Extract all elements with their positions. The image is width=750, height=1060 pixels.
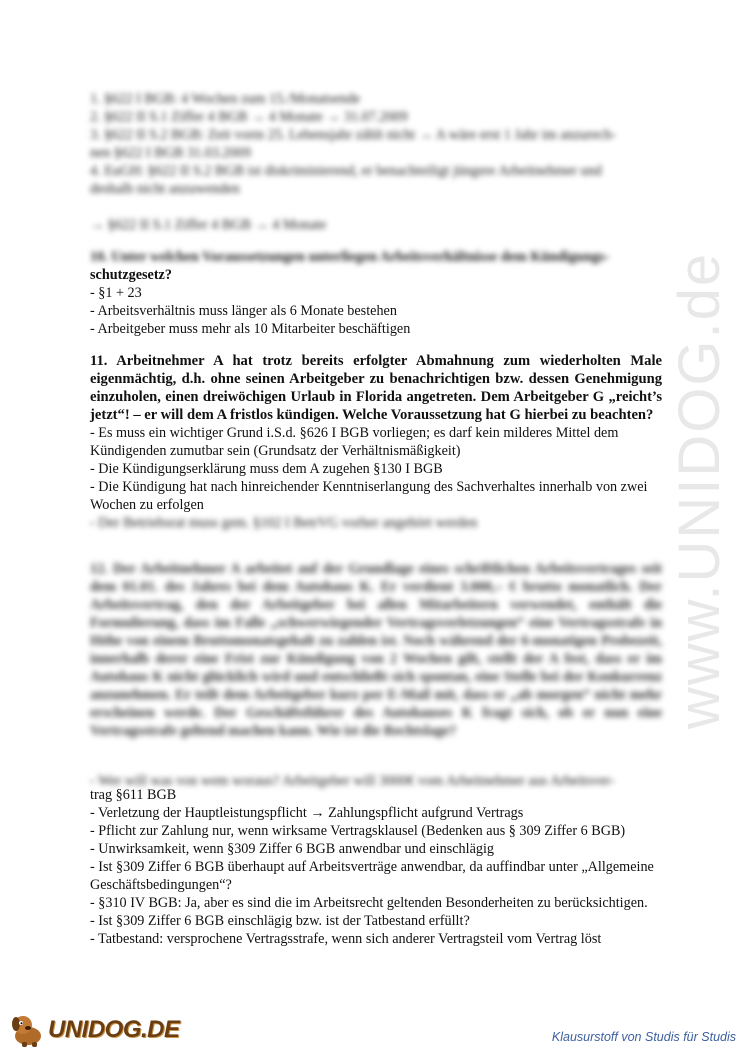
answer-line: - Es muss ein wichtiger Grund i.S.d. §626 I BGB vorliegen; es darf kein milderes Mittel dem Kündigenden zumutbar sein (Grundsatz der Verhältnismäßigkeit) [90, 425, 619, 459]
logo-text: UNIDOG.DE [48, 1016, 180, 1043]
answer-line: - Verletzung der Hauptleistungspflicht → Zahlungspflicht aufgrund Vertrags [90, 805, 524, 821]
answer-line: - Ist §309 Ziffer 6 BGB überhaupt auf Arbeitsverträge anwendbar, da auffindbar unter „Allgemeine Geschäftsbedingungen“? [90, 859, 654, 893]
text-line: 1. §622 I BGB: 4 Wochen zum 15./Monatsende [90, 91, 361, 107]
answer-line: - Arbeitgeber muss mehr als 10 Mitarbeiter beschäftigen [90, 321, 411, 337]
question-12-answers [90, 772, 662, 948]
question-11-text: 11. Arbeitnehmer A hat trotz bereits erfolgter Abmahnung zum wiederholten Male eigenmächtig, d.h. ohne seinen Arbeitgeber zu benachrichtigen bzw. dessen Genehmigung einzuholen, einen dreiwöchigen Urlaub in Florida angetreten. Dem Arbeitgeber G „reicht’s jetzt“! – er will dem A fristlos kündigen. Welche Voraussetzung hat G hierbei zu beachten? [90, 353, 662, 423]
answer-line: - Tatbestand: versprochene Vertragsstrafe, wenn sich anderer Vertragsteil vom Vertrag löst [90, 931, 602, 947]
answer-line: - Ist §309 Ziffer 6 BGB einschlägig bzw. ist der Tatbestand erfüllt? [90, 913, 470, 929]
answer-line: - Pflicht zur Zahlung nur, wenn wirksame Vertragsklausel (Bedenken aus § 309 Ziffer 6 BGB) [90, 823, 626, 839]
question-11 [90, 352, 662, 532]
answer-line: - Arbeitsverhältnis muss länger als 6 Monate bestehen [90, 303, 397, 319]
text-line: 3. §622 II S.2 BGB: Zeit vorm 25. Lebensjahr zählt nicht → A wäre erst 1 Jahr im anzurech- [90, 127, 616, 143]
watermark-text: www.UNIDOG.de [667, 251, 733, 729]
text-line: deshalb nicht anzuwenden [90, 181, 240, 197]
result-line: → §622 II S.1 Ziffer 4 BGB → 4 Monate [90, 217, 327, 233]
answer-line: trag §611 BGB [90, 787, 177, 803]
answer-line: - Die Kündigung hat nach hinreichender Kenntniserlangung des Sachverhaltes innerhalb von zwei Wochen zu erfolgen [90, 479, 648, 513]
answer-line: - Unwirksamkeit, wenn §309 Ziffer 6 BGB anwendbar und einschlägig [90, 841, 494, 857]
answer-line: - Die Kündigungserklärung muss dem A zugehen §130 I BGB [90, 461, 443, 477]
unidog-logo[interactable] [8, 1010, 180, 1050]
question-10-text: 10. Unter welchen Voraussetzungen unterliegen Arbeitsverhältnisse dem Kündigungs- [90, 249, 610, 265]
answer-line: - §1 + 23 [90, 285, 142, 301]
text-line: 4. EuGH: §622 II S.2 BGB ist diskriminierend, er benachteiligt jüngere Arbeitnehmer und [90, 163, 602, 179]
dog-mascot-icon [8, 1012, 48, 1048]
answer-line-blurred: - Der Betriebsrat muss gem. §102 I BetrVG vorher angehört werden [90, 515, 478, 531]
question-10-text-end: schutzgesetz? [90, 267, 172, 283]
answer-line: - §310 IV BGB: Ja, aber es sind die im Arbeitsrecht geltenden Besonderheiten zu berücksichtigen. [90, 895, 648, 911]
footer-tagline: Klausurstoff von Studis für Studis [551, 1030, 736, 1044]
text-line: nen §622 I BGB 31.03.2009 [90, 145, 251, 161]
question-10 [90, 248, 662, 338]
question-12-text: 12. Der Arbeitnehmer A arbeitet auf der Grundlage eines schriftlichen Arbeitsvertrages seit dem 01.01. des Jahres bei dem Autohaus K. Er verdient 3.000,– € brutto monatlich. Der Arbeitsvertrag, den der Arbeitgeber bei allen Mitarbeitern verwendet, enthält die Formulierung, dass im Falle „schwerwiegender Vertragsverletzungen“ eine Vertragsstrafe in Höhe von einem Bruttomonatsgehalt zu zahlen ist. Noch während der 6-monatigen Probezeit, innerhalb derer eine Frist zur Kündigung von 2 Wochen gilt, stellt der A fest, dass er im Autohaus K nicht glücklich wird und entschließt sich spontan, eine Stelle bei der Konkurrenz anzunehmen. Er teilt dem Arbeitgeber kurz per E-Mail mit, dass er „ab morgen“ nicht mehr erscheinen werde. Der Geschäftsführer des Autohauses K fragt sich, ob er nun eine Vertragsstrafe geltend machen kann. Wie ist die Rechtslage? [90, 561, 662, 739]
text-line: 2. §622 II S.1 Ziffer 4 BGB → 4 Monate → 31.07.2009 [90, 109, 408, 125]
answer-line-blurred: - Wer will was von wem woraus? Arbeitgeber will 3000€ vom Arbeitnehmer aus Arbeitsver- [90, 773, 615, 789]
answer-block-9 [90, 90, 662, 234]
